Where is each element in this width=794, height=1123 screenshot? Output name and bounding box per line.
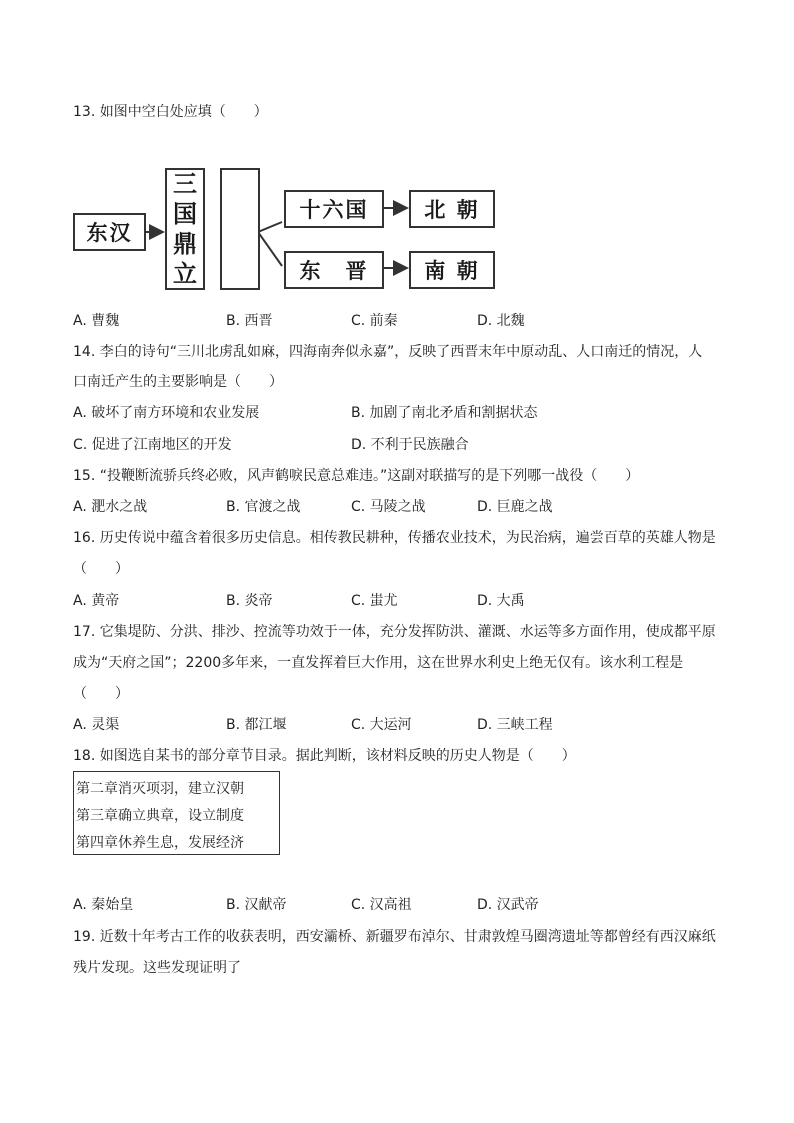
q17-option-c: C. 大运河 bbox=[351, 717, 412, 733]
q15-option-a: A. 淝水之战 bbox=[73, 499, 148, 515]
q16-option-d: D. 大禹 bbox=[477, 593, 525, 609]
q17-stem-line3: （ ） bbox=[73, 686, 129, 702]
q19-stem-line1: 19. 近数十年考古工作的收获表明，西安灞桥、新疆罗布淖尔、甘肃敦煌马圈湾遗址等都曾经有西汉麻纸 bbox=[73, 929, 716, 945]
box-three-kingdoms bbox=[165, 168, 205, 290]
q14-option-b: B. 加剧了南北矛盾和割据状态 bbox=[351, 405, 538, 421]
toc-entry: 第四章休养生息，发展经济 bbox=[76, 835, 244, 851]
q18-option-d: D. 汉武帝 bbox=[477, 897, 539, 913]
q18-stem: 18. 如图选自某书的部分章节目录。据此判断，该材料反映的历史人物是（ ） bbox=[73, 748, 576, 764]
q15-option-c: C. 马陵之战 bbox=[351, 499, 426, 515]
q16-stem-line2: （ ） bbox=[73, 561, 129, 577]
box-eastern-jin: 东 晋 bbox=[284, 251, 384, 289]
char-3: 鼎 bbox=[173, 230, 197, 258]
box-sixteen-kingdoms: 十六国 bbox=[284, 190, 384, 228]
q19-stem-line2: 残片发现。这些发现证明了 bbox=[73, 960, 241, 976]
q15-option-b: B. 官渡之战 bbox=[226, 499, 301, 515]
q18-option-c: C. 汉高祖 bbox=[351, 897, 412, 913]
q15-option-d: D. 巨鹿之战 bbox=[477, 499, 553, 515]
q17-option-b: B. 都江堰 bbox=[226, 717, 287, 733]
q14-option-d: D. 不利于民族融合 bbox=[351, 437, 469, 453]
q17-option-d: D. 三峡工程 bbox=[477, 717, 553, 733]
q14-option-a: A. 破坏了南方环境和农业发展 bbox=[73, 405, 260, 421]
q13-option-c: C. 前秦 bbox=[351, 313, 398, 329]
q17-stem-line2: 成为“天府之国”；2200多年来，一直发挥着巨大作用，这在世界水利史上绝无仅有。该水利工程是 bbox=[73, 655, 684, 671]
q16-stem-line1: 16. 历史传说中蕴含着很多历史信息。相传教民耕种，传播农业技术，为民治病，遍尝百草的英雄人物是 bbox=[73, 530, 716, 546]
q16-option-a: A. 黄帝 bbox=[73, 593, 120, 609]
q17-stem-line1: 17. 它集堤防、分洪、排沙、控流等功效于一体，充分发挥防洪、灌溉、水运等多方面作用，使成都平原 bbox=[73, 624, 716, 640]
q13-option-d: D. 北魏 bbox=[477, 313, 525, 329]
q16-option-b: B. 炎帝 bbox=[226, 593, 273, 609]
box-blank bbox=[220, 168, 260, 290]
q18-option-a: A. 秦始皇 bbox=[73, 897, 134, 913]
diagram-arrows bbox=[0, 0, 794, 320]
box-southern-dynasties: 南 朝 bbox=[409, 251, 495, 289]
char-1: 三 bbox=[173, 170, 197, 198]
char-2: 国 bbox=[173, 200, 197, 228]
q16-option-c: C. 蚩尤 bbox=[351, 593, 398, 609]
box-east-han: 东汉 bbox=[73, 213, 146, 251]
q13-option-a: A. 曹魏 bbox=[73, 313, 120, 329]
q14-option-c: C. 促进了江南地区的开发 bbox=[73, 437, 232, 453]
branch-arrows bbox=[258, 222, 282, 266]
q14-stem-line1: 14. 李白的诗句“三川北虏乱如麻，四海南奔似永嘉”，反映了西晋末年中原动乱、人口南迁的情况，人 bbox=[73, 344, 703, 360]
q18-option-b: B. 汉献帝 bbox=[226, 897, 287, 913]
char-4: 立 bbox=[173, 260, 197, 288]
q17-option-a: A. 灵渠 bbox=[73, 717, 120, 733]
box-northern-dynasties: 北 朝 bbox=[409, 190, 495, 228]
toc-entry: 第二章消灭项羽，建立汉朝 bbox=[76, 781, 244, 797]
toc-entry: 第三章确立典章，设立制度 bbox=[76, 808, 244, 824]
q14-stem-line2: 口南迁产生的主要影响是（ ） bbox=[73, 374, 283, 390]
q15-stem: 15. “投鞭断流骄兵终必败，风声鹤唳民意总难违。”这副对联描写的是下列哪一战役（ ） bbox=[73, 468, 640, 484]
q13-stem: 13. 如图中空白处应填（ ） bbox=[73, 104, 268, 120]
q13-option-b: B. 西晋 bbox=[226, 313, 273, 329]
q18-table-of-contents bbox=[73, 771, 280, 855]
